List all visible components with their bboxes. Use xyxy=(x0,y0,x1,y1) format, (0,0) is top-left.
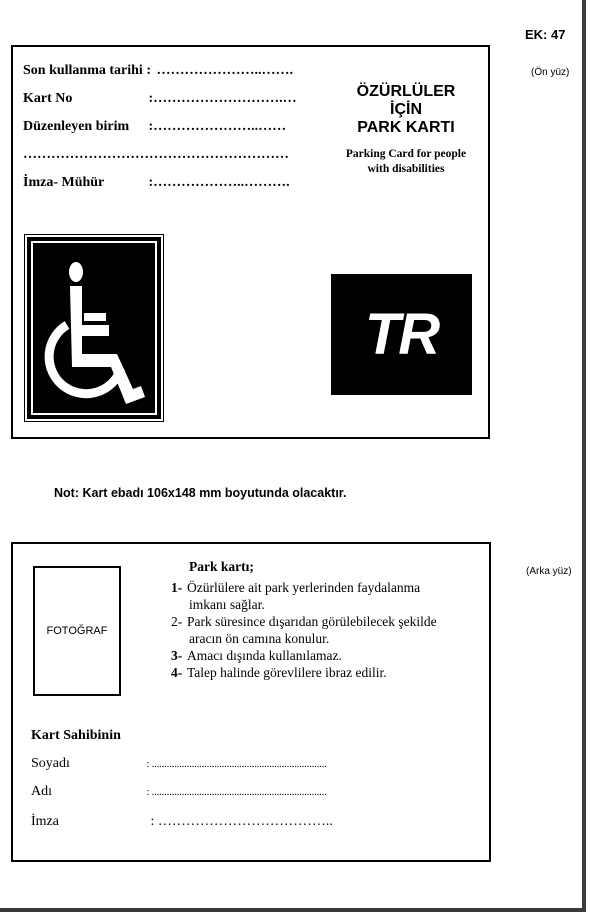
rule-text: Amacı dışında kullanılamaz. xyxy=(187,648,342,663)
owner-section-title: Kart Sahibinin xyxy=(31,728,121,743)
field-dots: : ...................................................................... xyxy=(146,759,327,770)
annex-label: EK: 47 xyxy=(525,27,566,42)
title-line: PARK KARTI xyxy=(357,119,455,136)
field-dots: ………………………………………………… xyxy=(23,147,289,162)
rule-number: 3- xyxy=(171,648,183,663)
signature-stamp-field xyxy=(23,175,290,191)
field-label: Düzenleyen birim xyxy=(23,119,130,134)
rule-number: 4- xyxy=(171,665,183,680)
front-side-label: (Ön yüz) xyxy=(531,67,570,78)
card-subtitle xyxy=(331,147,481,177)
issuing-unit-field xyxy=(23,119,286,135)
back-card xyxy=(11,542,491,862)
surname-field xyxy=(31,756,327,772)
photo-label: FOTOĞRAF xyxy=(46,625,108,637)
field-dots: …………………..……. xyxy=(156,63,293,78)
rules-list xyxy=(171,558,481,681)
blank-dotted-line xyxy=(23,147,289,163)
field-dots: : ...................................................................... xyxy=(146,787,327,798)
rule-line: imkanı sağlar. xyxy=(189,597,265,612)
field-label: İmza xyxy=(31,814,59,829)
rule-line: Park süresince dışarıdan görülebilecek şekilde xyxy=(187,614,437,629)
country-code-plate xyxy=(331,274,472,395)
field-label: Soyadı xyxy=(31,756,70,771)
rule-item xyxy=(171,579,481,613)
photo-placeholder xyxy=(33,566,121,696)
field-dots: : ……………………………….. xyxy=(150,814,333,829)
rule-text xyxy=(187,613,437,647)
rule-line: Özürlülere ait park yerlerinden faydalanma xyxy=(187,580,421,595)
field-label: Adı xyxy=(31,784,52,799)
rule-line: aracın ön camına konulur. xyxy=(189,631,330,646)
field-dots: :…………………..…… xyxy=(148,119,287,134)
field-dots: :………………..………. xyxy=(148,175,290,190)
title-line: İÇİN xyxy=(390,101,422,118)
back-side-label: (Arka yüz) xyxy=(526,566,572,577)
rule-number: 1- xyxy=(171,580,183,595)
rule-item xyxy=(171,647,481,664)
wheelchair-icon xyxy=(27,237,161,419)
rule-text xyxy=(187,579,420,613)
country-code: TR xyxy=(364,302,439,367)
front-card xyxy=(11,45,490,439)
rule-item xyxy=(171,613,481,647)
field-label: Son kullanma tarihi : xyxy=(23,63,151,78)
field-dots: :……………………….… xyxy=(148,91,297,106)
wheelchair-symbol xyxy=(29,239,159,417)
expiry-date-field xyxy=(23,63,293,79)
subtitle-line: with disabilities xyxy=(367,163,445,175)
field-label: Kart No xyxy=(23,91,73,106)
card-title-block xyxy=(331,83,481,177)
subtitle-line: Parking Card for people xyxy=(345,148,467,160)
card-number-field xyxy=(23,91,297,107)
rule-item xyxy=(171,664,481,681)
field-label: İmza- Mühür xyxy=(23,175,105,190)
rule-number: 2- xyxy=(171,614,183,629)
rule-text: Talep halinde görevlilere ibraz edilir. xyxy=(187,665,387,680)
rules-title: Park kartı; xyxy=(189,559,254,574)
signature-field xyxy=(31,814,333,830)
size-note: Not: Kart ebadı 106x148 mm boyutunda olacaktır. xyxy=(54,486,347,500)
title-line: ÖZÜRLÜLER xyxy=(356,83,456,100)
name-field xyxy=(31,784,327,800)
